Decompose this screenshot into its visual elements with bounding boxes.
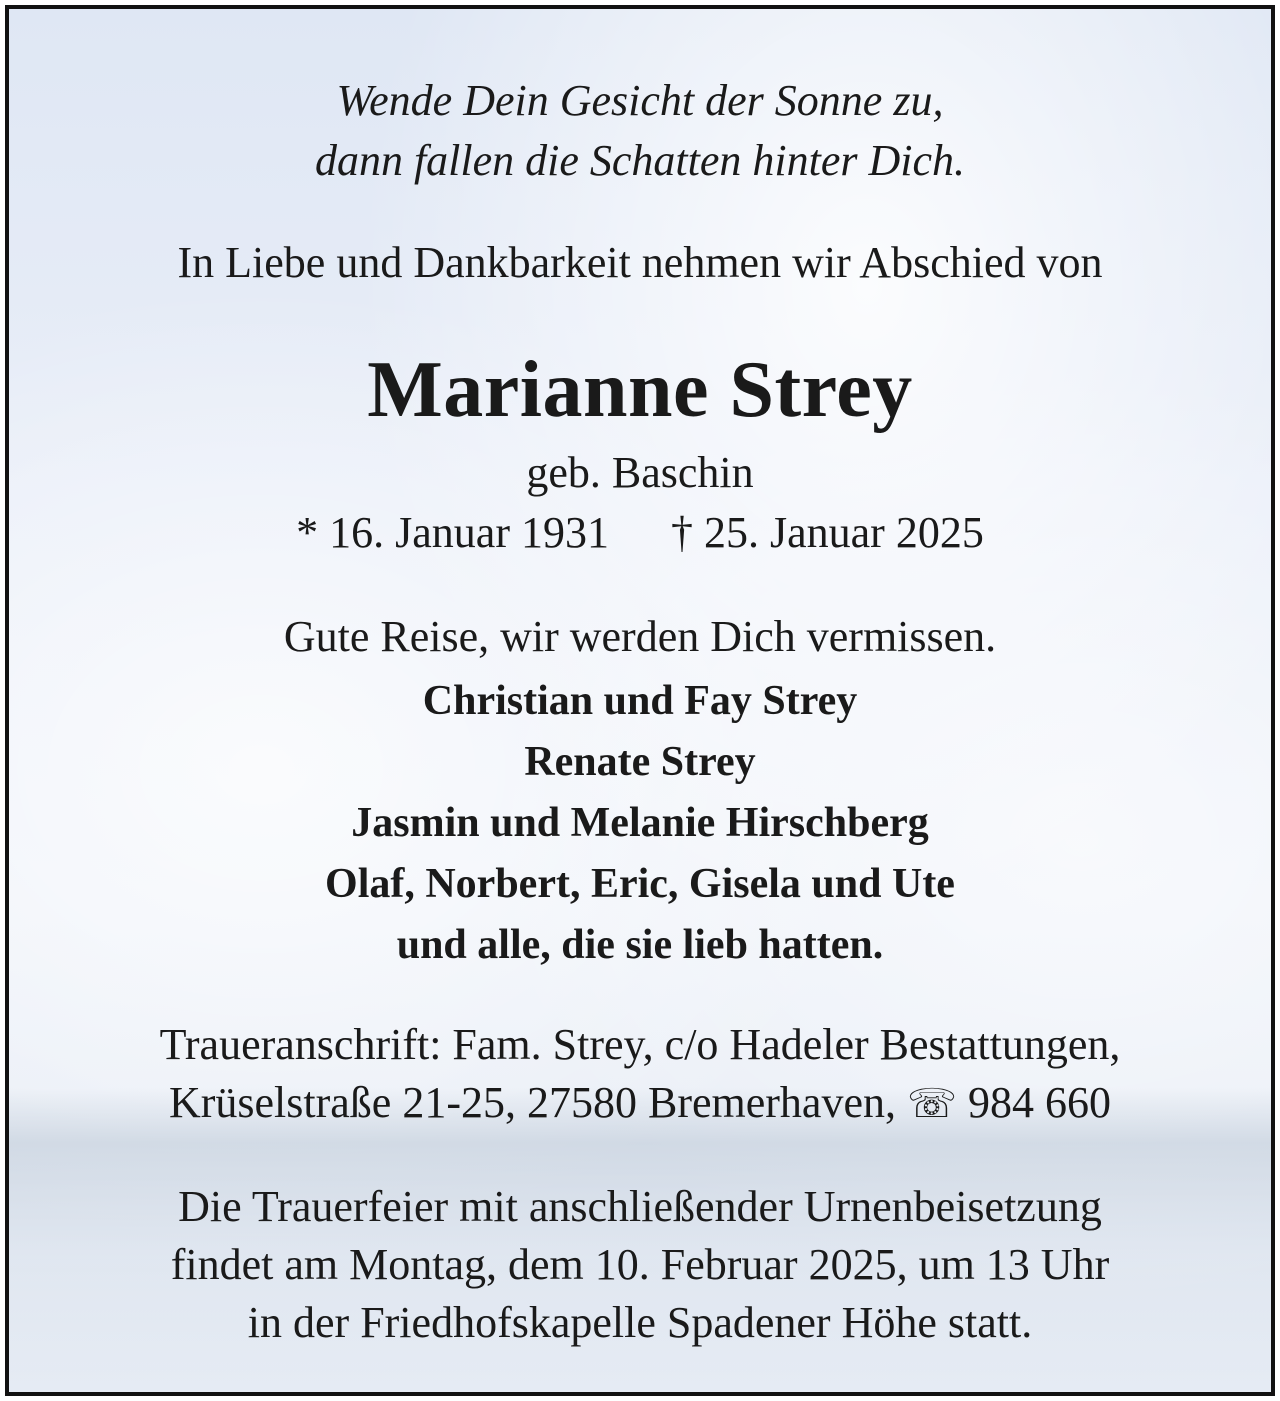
- deceased-name: Marianne Strey: [367, 346, 913, 434]
- motto-line-2: dann fallen die Schatten hinter Dich.: [314, 136, 966, 185]
- mourner-line: Renate Strey: [524, 739, 756, 785]
- life-dates: [9, 507, 1271, 558]
- birth-date: * 16. Januar 1931: [296, 508, 609, 557]
- motto-line-1: Wende Dein Gesicht der Sonne zu,: [336, 76, 944, 125]
- ceremony-line-1: Die Trauerfeier mit anschließender Urnenbeisetzung: [178, 1182, 1102, 1231]
- obituary-notice: [5, 5, 1275, 1396]
- intro-text: In Liebe und Dankbarkeit nehmen wir Abschied von: [177, 238, 1103, 287]
- death-date: † 25. Januar 2025: [671, 508, 984, 557]
- mourner-line: Christian und Fay Strey: [422, 678, 858, 724]
- phone-icon: ☏: [906, 1081, 958, 1126]
- ceremony-line-2: findet am Montag, dem 10. Februar 2025, um 13 Uhr: [170, 1240, 1110, 1289]
- address-line-2: [9, 1077, 1271, 1128]
- phone-number: 984 660: [968, 1078, 1112, 1127]
- mourner-line: Jasmin und Melanie Hirschberg: [351, 800, 929, 846]
- ceremony-line-3: in der Friedhofskapelle Spadener Höhe statt.: [247, 1298, 1033, 1347]
- farewell-text: Gute Reise, wir werden Dich vermissen.: [283, 612, 997, 661]
- mourner-line: und alle, die sie lieb hatten.: [396, 922, 884, 968]
- maiden-name: geb. Baschin: [526, 448, 754, 497]
- mourner-line: Olaf, Norbert, Eric, Gisela und Ute: [325, 861, 955, 907]
- address-street: Krüselstraße 21-25, 27580 Bremerhaven,: [168, 1078, 896, 1127]
- address-line-1: Traueranschrift: Fam. Strey, c/o Hadeler Bestattungen,: [159, 1020, 1121, 1069]
